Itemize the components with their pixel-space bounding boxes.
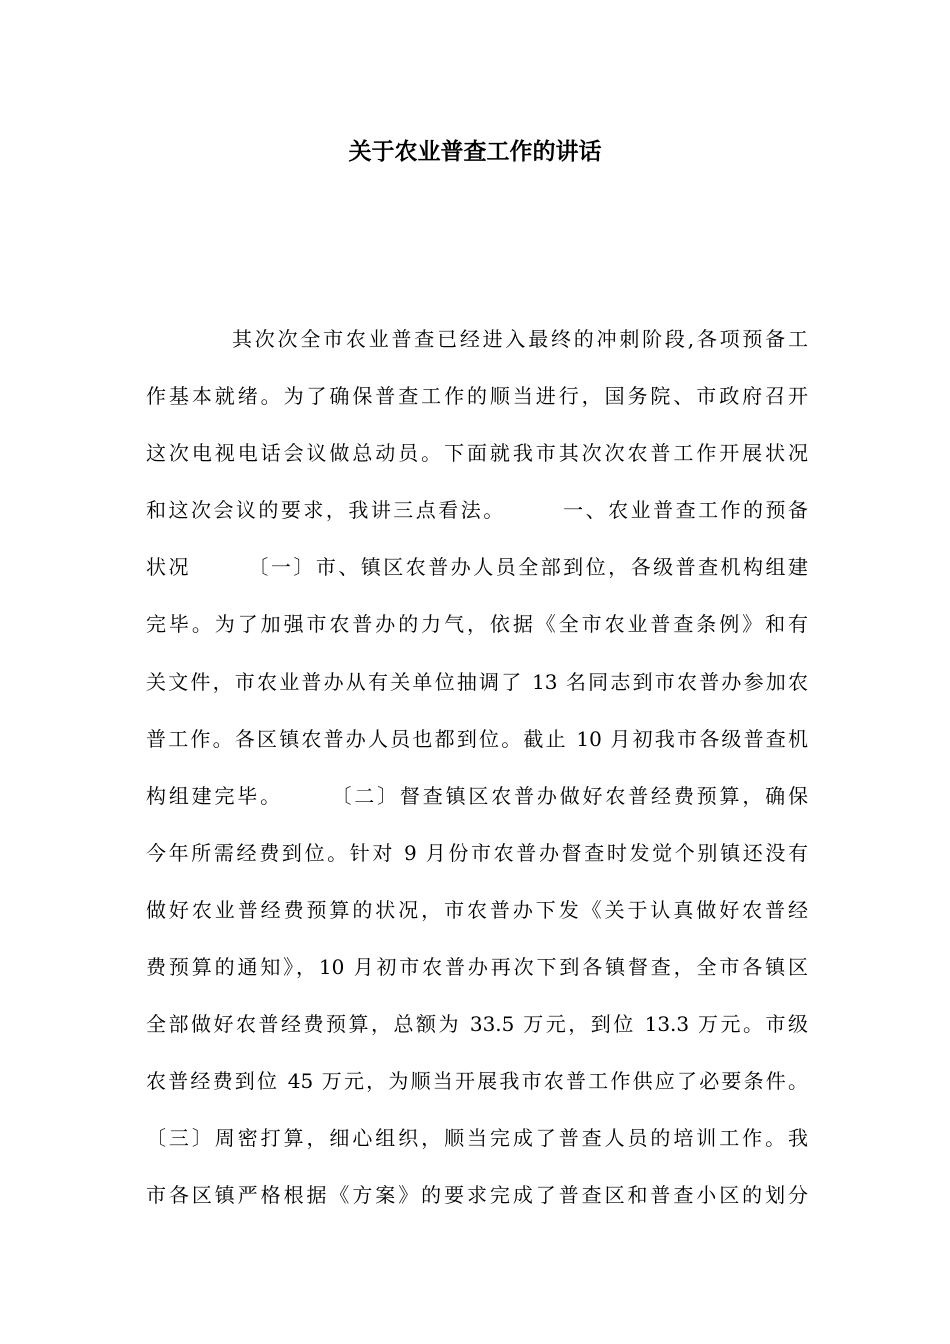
body-line: 今年所需经费到位。针对 9 月份市农普办督查时发觉个别镇还没有 xyxy=(146,840,808,865)
body-line: 〔三〕周密打算，细心组织，顺当完成了普查人员的培训工作。我 xyxy=(146,1126,808,1151)
body-line: 完毕。为了加强市农普办的力气，依据《全市农业普查条例》和有 xyxy=(146,612,808,637)
body-line: 和这次会议的要求，我讲三点看法。 一、农业普查工作的预备 xyxy=(146,498,808,523)
body-line: 其次次全市农业普查已经进入最终的冲刺阶段,各项预备工 xyxy=(232,327,808,351)
body-line: 全部做好农普经费预算，总额为 33.5 万元，到位 13.3 万元。市级 xyxy=(146,1012,808,1037)
body-line: 普工作。各区镇农普办人员也都到位。截止 10 月初我市各级普查机 xyxy=(146,726,808,751)
body-line: 这次电视电话会议做总动员。下面就我市其次次农普工作开展状况 xyxy=(146,441,808,466)
body-line: 状况 〔一〕市、镇区农普办人员全部到位，各级普查机构组建 xyxy=(146,555,808,580)
body-line: 做好农业普经费预算的状况，市农普办下发《关于认真做好农普经 xyxy=(146,897,808,922)
body-line: 市各区镇严格根据《方案》的要求完成了普查区和普查小区的划分 xyxy=(146,1183,808,1208)
body-line: 农普经费到位 45 万元，为顺当开展我市农普工作供应了必要条件。 xyxy=(146,1069,808,1094)
body-line: 构组建完毕。 〔二〕督查镇区农普办做好农普经费预算，确保 xyxy=(146,783,808,808)
body-line: 作基本就绪。为了确保普查工作的顺当进行，国务院、市政府召开 xyxy=(146,384,808,409)
body-line: 费预算的通知》，10 月初市农普办再次下到各镇督查，全市各镇区 xyxy=(146,955,808,980)
document-body xyxy=(146,319,808,1215)
document-title: 关于农业普查工作的讲话 xyxy=(348,139,602,165)
body-line: 关文件，市农业普办从有关单位抽调了 13 名同志到市农普办参加农 xyxy=(146,669,808,694)
